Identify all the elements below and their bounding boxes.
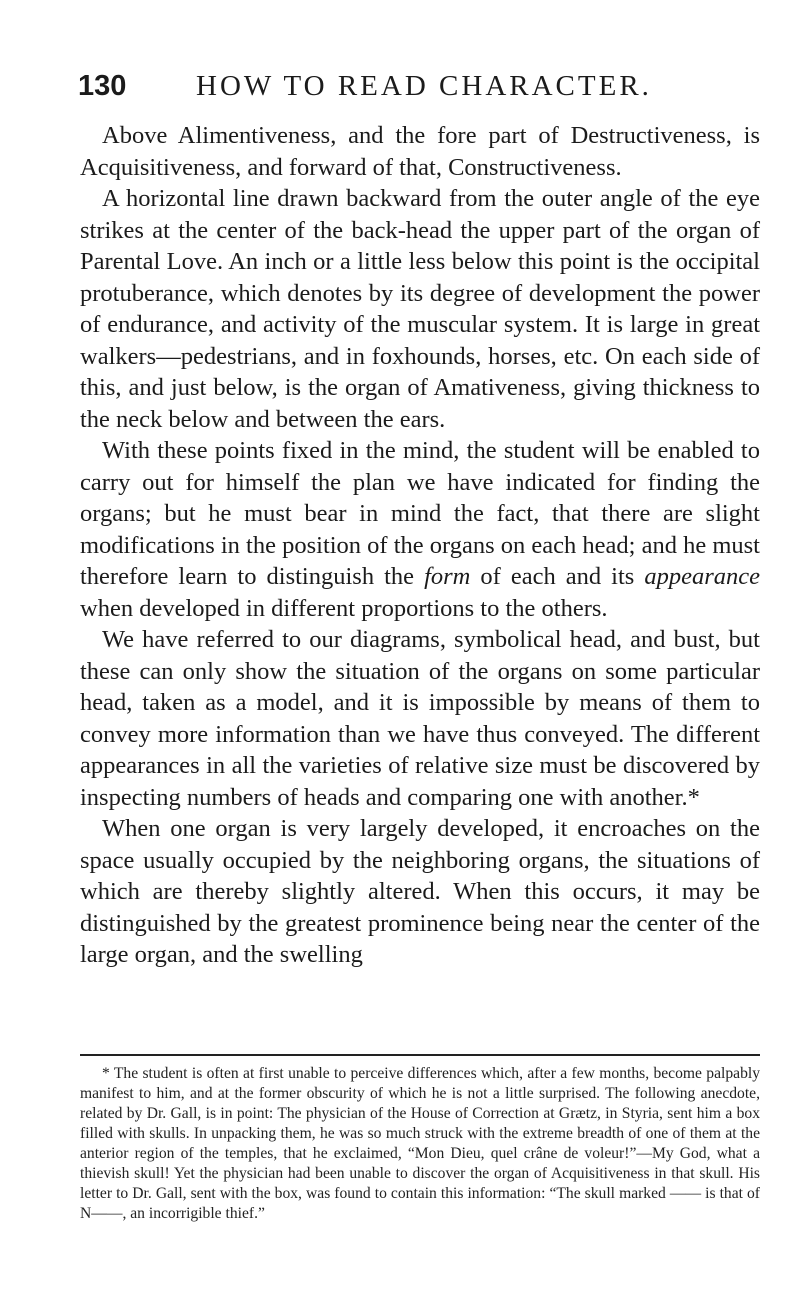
paragraph: With these points fixed in the mind, the student will be enabled to carry out for himself the plan we have indicated for finding the organs; but he must bear in mind the fact, that there are slight modifications in the position of the organs on each head; and he must therefore learn to distinguish the form of each and its appearance when developed in different proportions to the others. bbox=[80, 437, 760, 622]
paragraph: When one organ is very largely developed, it encroaches on the space usually occupied by the neighboring organs, the situations of which are thereby slightly altered. When this occurs, it may be distinguished by the greatest prominence being near the center of the large organ, and the swelling bbox=[80, 815, 760, 968]
footnote-divider bbox=[80, 1054, 760, 1056]
footnote-text: * The student is often at first unable to perceive differences which, after a few months, become palpably manifest to him, and at the former obscurity of which he is not a little surprised. The following anecdote, related by Dr. Gall, is in point: The physician of the House of Correction at Grætz, in Styria, sent him a box filled with skulls. In unpacking them, he was so much struck with the extreme breadth of one of them at the anterior region of the temples, that he exclaimed, “Mon Dieu, quel crâne de voleur!”—My God, what a thievish skull! Yet the physician had been unable to discover the organ of Acquisitiveness in that skull. His letter to Dr. Gall, sent with the box, was found to contain this information: “The skull marked —— is that of N——, an incorrigible thief.” bbox=[80, 1065, 760, 1222]
paragraph: We have referred to our diagrams, symbolical head, and bust, but these can only show the situation of the organs on some particular head, taken as a model, and it is impossible by means of them to convey more information than we have thus conveyed. The different appearances in all the varieties of relative size must be discovered by inspecting numbers of heads and comparing one with another.* bbox=[80, 626, 760, 811]
running-title: HOW TO READ CHARACTER. bbox=[196, 70, 652, 102]
italic-form: form bbox=[424, 563, 471, 590]
paragraph: Above Alimentiveness, and the fore part of Destructiveness, is Acquisitiveness, and forward of that, Constructiveness. bbox=[80, 122, 760, 181]
body-text bbox=[80, 120, 760, 971]
italic-appearance: appearance bbox=[644, 563, 760, 590]
running-header bbox=[78, 70, 770, 103]
page-number: 130 bbox=[78, 70, 127, 102]
footnote bbox=[80, 1064, 760, 1224]
paragraph: A horizontal line drawn backward from the outer angle of the eye strikes at the center of the back-head the upper part of the organ of Parental Love. An inch or a little less below this point is the occipital protuberance, which denotes by its degree of development the power of endurance, and activity of the muscular system. It is large in great walkers—pedestrians, and in foxhounds, horses, etc. On each side of this, and just below, is the organ of Amativeness, giving thickness to the neck below and between the ears. bbox=[80, 185, 760, 433]
